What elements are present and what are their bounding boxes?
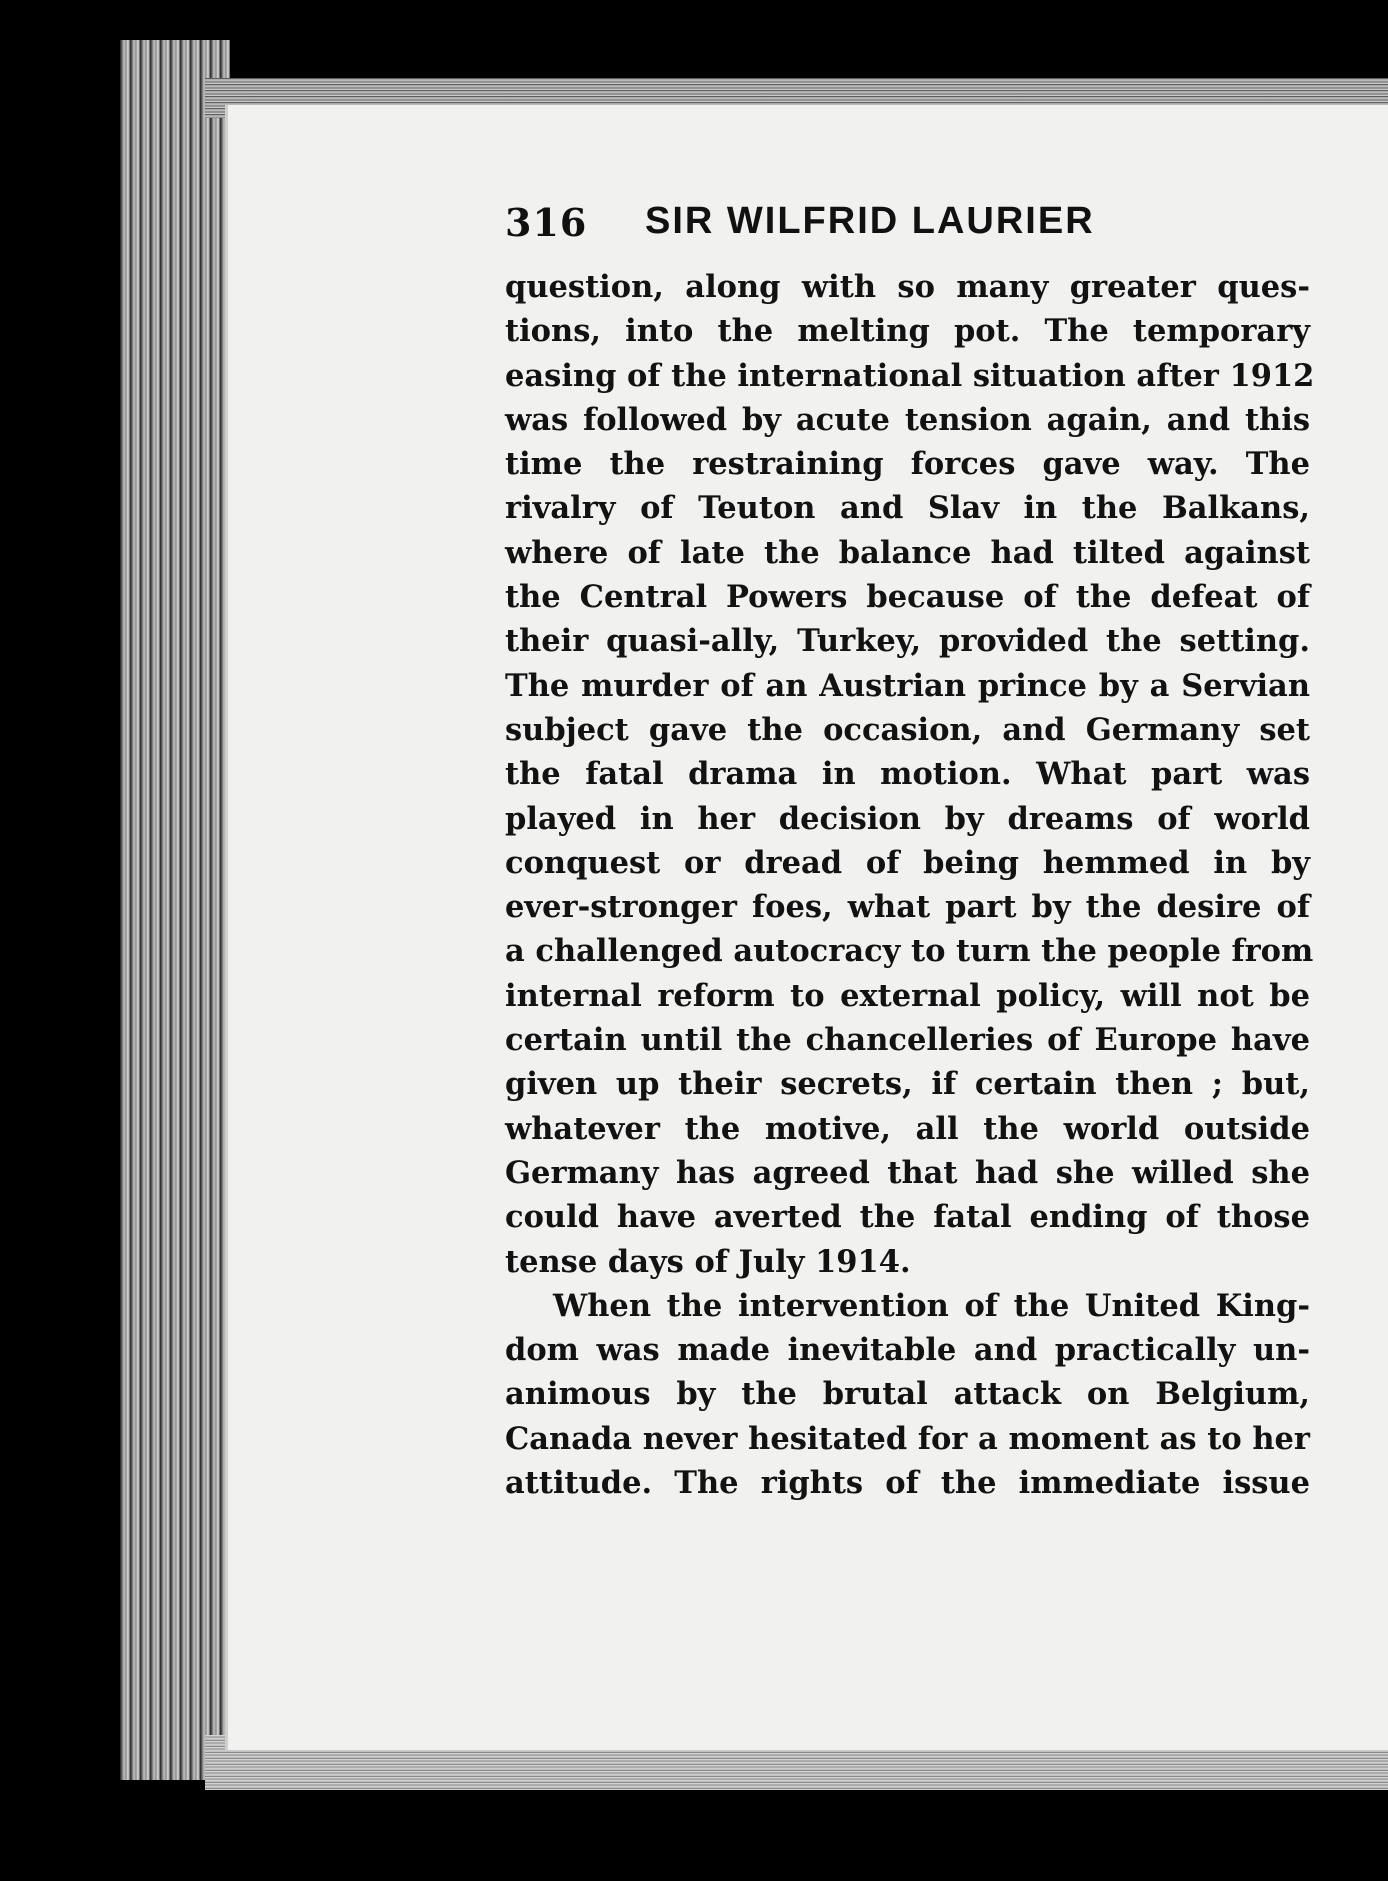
text-line: played in her decision by dreams of world xyxy=(505,800,1310,837)
text-line: where of late the balance had tilted against xyxy=(505,534,1310,571)
text-line: internal reform to external policy, will not be xyxy=(505,977,1310,1014)
text-line: their quasi-ally, Turkey, provided the setting. xyxy=(505,623,1310,660)
body-text xyxy=(505,265,1315,1505)
text-line: rivalry of Teuton and Slav in the Balkans, xyxy=(505,490,1310,527)
text-line: easing of the international situation after 1912 xyxy=(505,357,1315,394)
running-head xyxy=(505,200,1345,250)
text-line: question, along with so many greater ques- xyxy=(505,269,1310,305)
text-line: whatever the motive, all the world outside xyxy=(505,1110,1310,1147)
text-line: was followed by acute tension again, and this xyxy=(505,401,1310,438)
text-line: tense days of July 1914. xyxy=(505,1243,911,1280)
text-line: given up their secrets, if certain then ; but, xyxy=(505,1066,1310,1103)
text-line: the Central Powers because of the defeat of xyxy=(505,579,1310,616)
text-line: dom was made inevitable and practically un- xyxy=(505,1332,1310,1369)
text-line: conquest or dread of being hemmed in by xyxy=(505,844,1310,881)
text-line: the fatal drama in motion. What part was xyxy=(505,756,1310,793)
book-title: SIR WILFRID LAURIER xyxy=(645,200,1095,242)
text-line: a challenged autocracy to turn the people from xyxy=(505,933,1314,970)
text-line: attitude. The rights of the immediate issue xyxy=(505,1465,1310,1502)
page-edges-left xyxy=(120,40,230,1780)
page-number: 316 xyxy=(505,200,588,245)
text-line: tions, into the melting pot. The temporary xyxy=(505,313,1310,350)
text-line: Germany has agreed that had she willed she xyxy=(505,1154,1310,1191)
text-line: could have averted the fatal ending of those xyxy=(505,1199,1310,1236)
text-line: certain until the chancelleries of Europe have xyxy=(505,1022,1310,1059)
text-line: Canada never hesitated for a moment as to her xyxy=(505,1420,1310,1457)
text-line: ever-stronger foes, what part by the desire of xyxy=(505,889,1310,926)
text-line: time the restraining forces gave way. The xyxy=(505,446,1310,483)
text-line: subject gave the occasion, and Germany set xyxy=(505,711,1310,748)
text-line: animous by the brutal attack on Belgium, xyxy=(505,1376,1310,1413)
text-line: When the intervention of the United King- xyxy=(553,1287,1310,1324)
text-line: The murder of an Austrian prince by a Servian xyxy=(505,667,1310,704)
